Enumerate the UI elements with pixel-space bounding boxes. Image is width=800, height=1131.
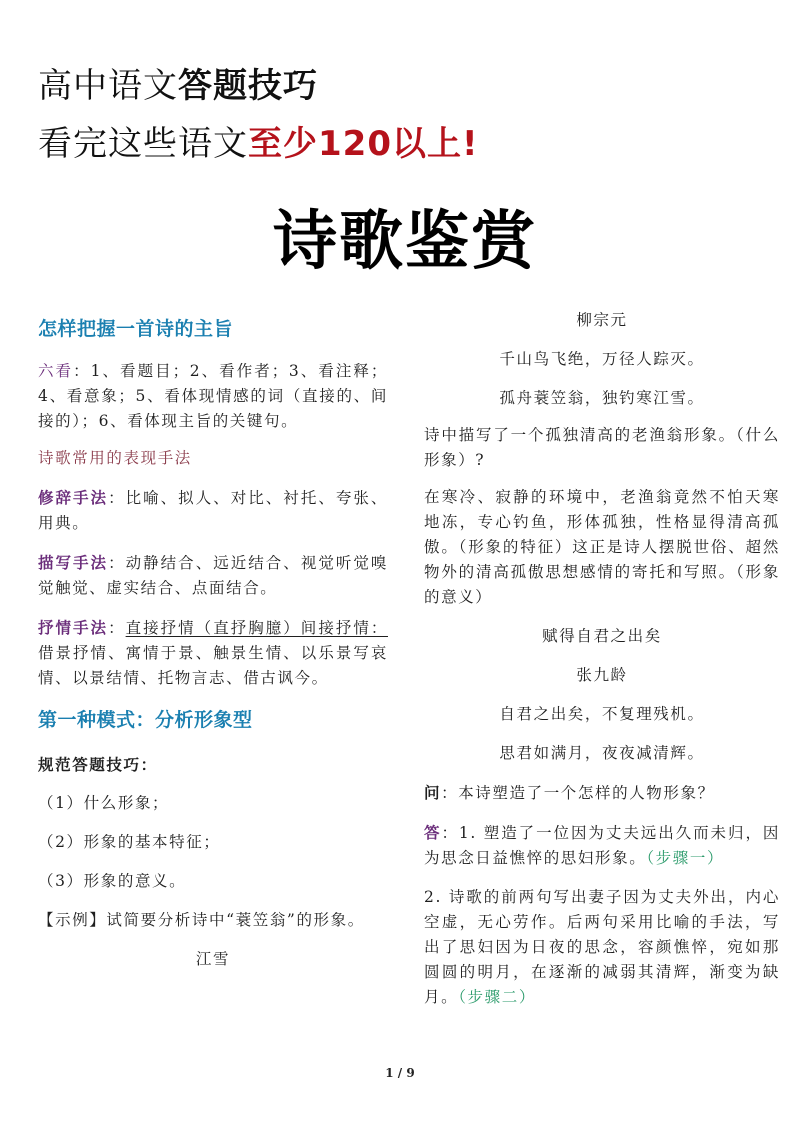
section-heading-theme: 怎样把握一首诗的主旨 (38, 318, 234, 340)
main-title: 诗歌鉴赏 (273, 205, 537, 279)
title-bold: 答题技巧 (178, 66, 318, 106)
six-look-paragraph (38, 359, 388, 434)
poem1-line-2: 孤舟蓑笠翁，独钓寒江雪。 (499, 389, 705, 407)
rhetoric-label: 修辞手法 (38, 488, 109, 507)
description-paragraph (38, 550, 388, 601)
subtitle-normal: 看完这些语文 (38, 124, 248, 164)
poem1-question: 诗中描写了一个孤独清高的老渔翁形象。（什么形象）? (424, 426, 780, 469)
rhetoric-text: ：比喻、拟人、对比、衬托、夸张、用典。 (38, 489, 388, 532)
techniques-heading: 诗歌常用的表现手法 (38, 449, 192, 467)
lyric-label: 抒情手法 (38, 618, 109, 637)
poem1-analysis: 在寒冷、寂静的环境中，老渔翁竟然不怕天寒地冻，专心钓鱼，形体孤独，性格显得清高孤傲。（形象的特征）这正是诗人摆脱世俗、超然物外的清高孤傲思想感情的寄托和写照。（形象的意义） (424, 488, 780, 606)
poem2-title: 赋得自君之出矣 (542, 627, 662, 645)
page-indicator: 1 / 9 (385, 1066, 415, 1080)
answer-2-paragraph (424, 885, 780, 1010)
doc-title-line-2 (38, 116, 478, 165)
step-3: （3）形象的意义。 (38, 872, 187, 890)
step-1: （1）什么形象； (38, 794, 170, 812)
question-text: ：本诗塑造了一个怎样的人物形象？ (441, 784, 715, 802)
answer-1-step: （步骤一） (646, 849, 725, 867)
six-look-label: 六看 (38, 362, 74, 380)
lyric-colon: ： (108, 619, 126, 637)
answer-2-text: 2. 诗歌的前两句写出妻子因为丈夫外出，内心空虚，无心劳作。后两句采用比喻的手法，写出了思妇因为日夜的思念，容颜憔悴，宛如那圆圆的明月，在逐渐的减弱其清辉，渐变为缺月。 (424, 888, 780, 1006)
lyric-paragraph (38, 615, 388, 691)
description-label: 描写手法 (38, 553, 109, 572)
poem1-line-1: 千山鸟飞绝，万径人踪灭。 (499, 350, 705, 368)
poem2-line-2: 思君如满月，夜夜减清辉。 (499, 744, 705, 762)
answer-label: 答 (424, 823, 442, 842)
doc-title-line-1 (38, 58, 318, 107)
question-label: 问 (424, 783, 442, 802)
description-text: ：动静结合、远近结合、视觉听觉嗅觉触觉、虚实结合、点面结合。 (38, 554, 388, 597)
rhetoric-paragraph (38, 485, 388, 536)
poem2-line-1: 自君之出矣，不复理残机。 (499, 705, 705, 723)
poem2-author: 张九龄 (576, 666, 628, 684)
poem1-author: 柳宗元 (576, 311, 628, 329)
step-2: （2）形象的基本特征； (38, 833, 221, 851)
lyric-underlined: 直接抒情（直抒胸臆）间接抒情： (125, 619, 388, 637)
left-column (38, 300, 388, 972)
subtitle-highlight: 至少120以上! (248, 124, 479, 164)
title-normal: 高中语文 (38, 66, 178, 106)
question-paragraph (424, 780, 780, 806)
six-look-text: ：1、看题目；2、看作者；3、看注释；4、看意象；5、看体现情感的词（直接的、间接的）；6、看体现主旨的关键句。 (38, 362, 388, 430)
answer-2-step: （步骤二） (458, 988, 536, 1006)
poem1-title: 江雪 (195, 950, 231, 968)
answer-1-text: ：1. 塑造了一位因为丈夫远出久而未归，因为思念日益憔悴的思妇形象。 (424, 824, 780, 867)
section-heading-image-mode: 第一种模式：分析形象型 (38, 709, 253, 731)
answer-1-paragraph (424, 820, 780, 871)
example-paragraph: 【示例】试简要分析诗中“蓑笠翁”的形象。 (38, 911, 365, 929)
right-column (424, 300, 780, 1010)
norm-heading: 规范答题技巧： (38, 755, 158, 774)
lyric-text: 借景抒情、寓情于景、触景生情、以乐景写哀情、以景结情、托物言志、借古讽今。 (38, 644, 388, 687)
